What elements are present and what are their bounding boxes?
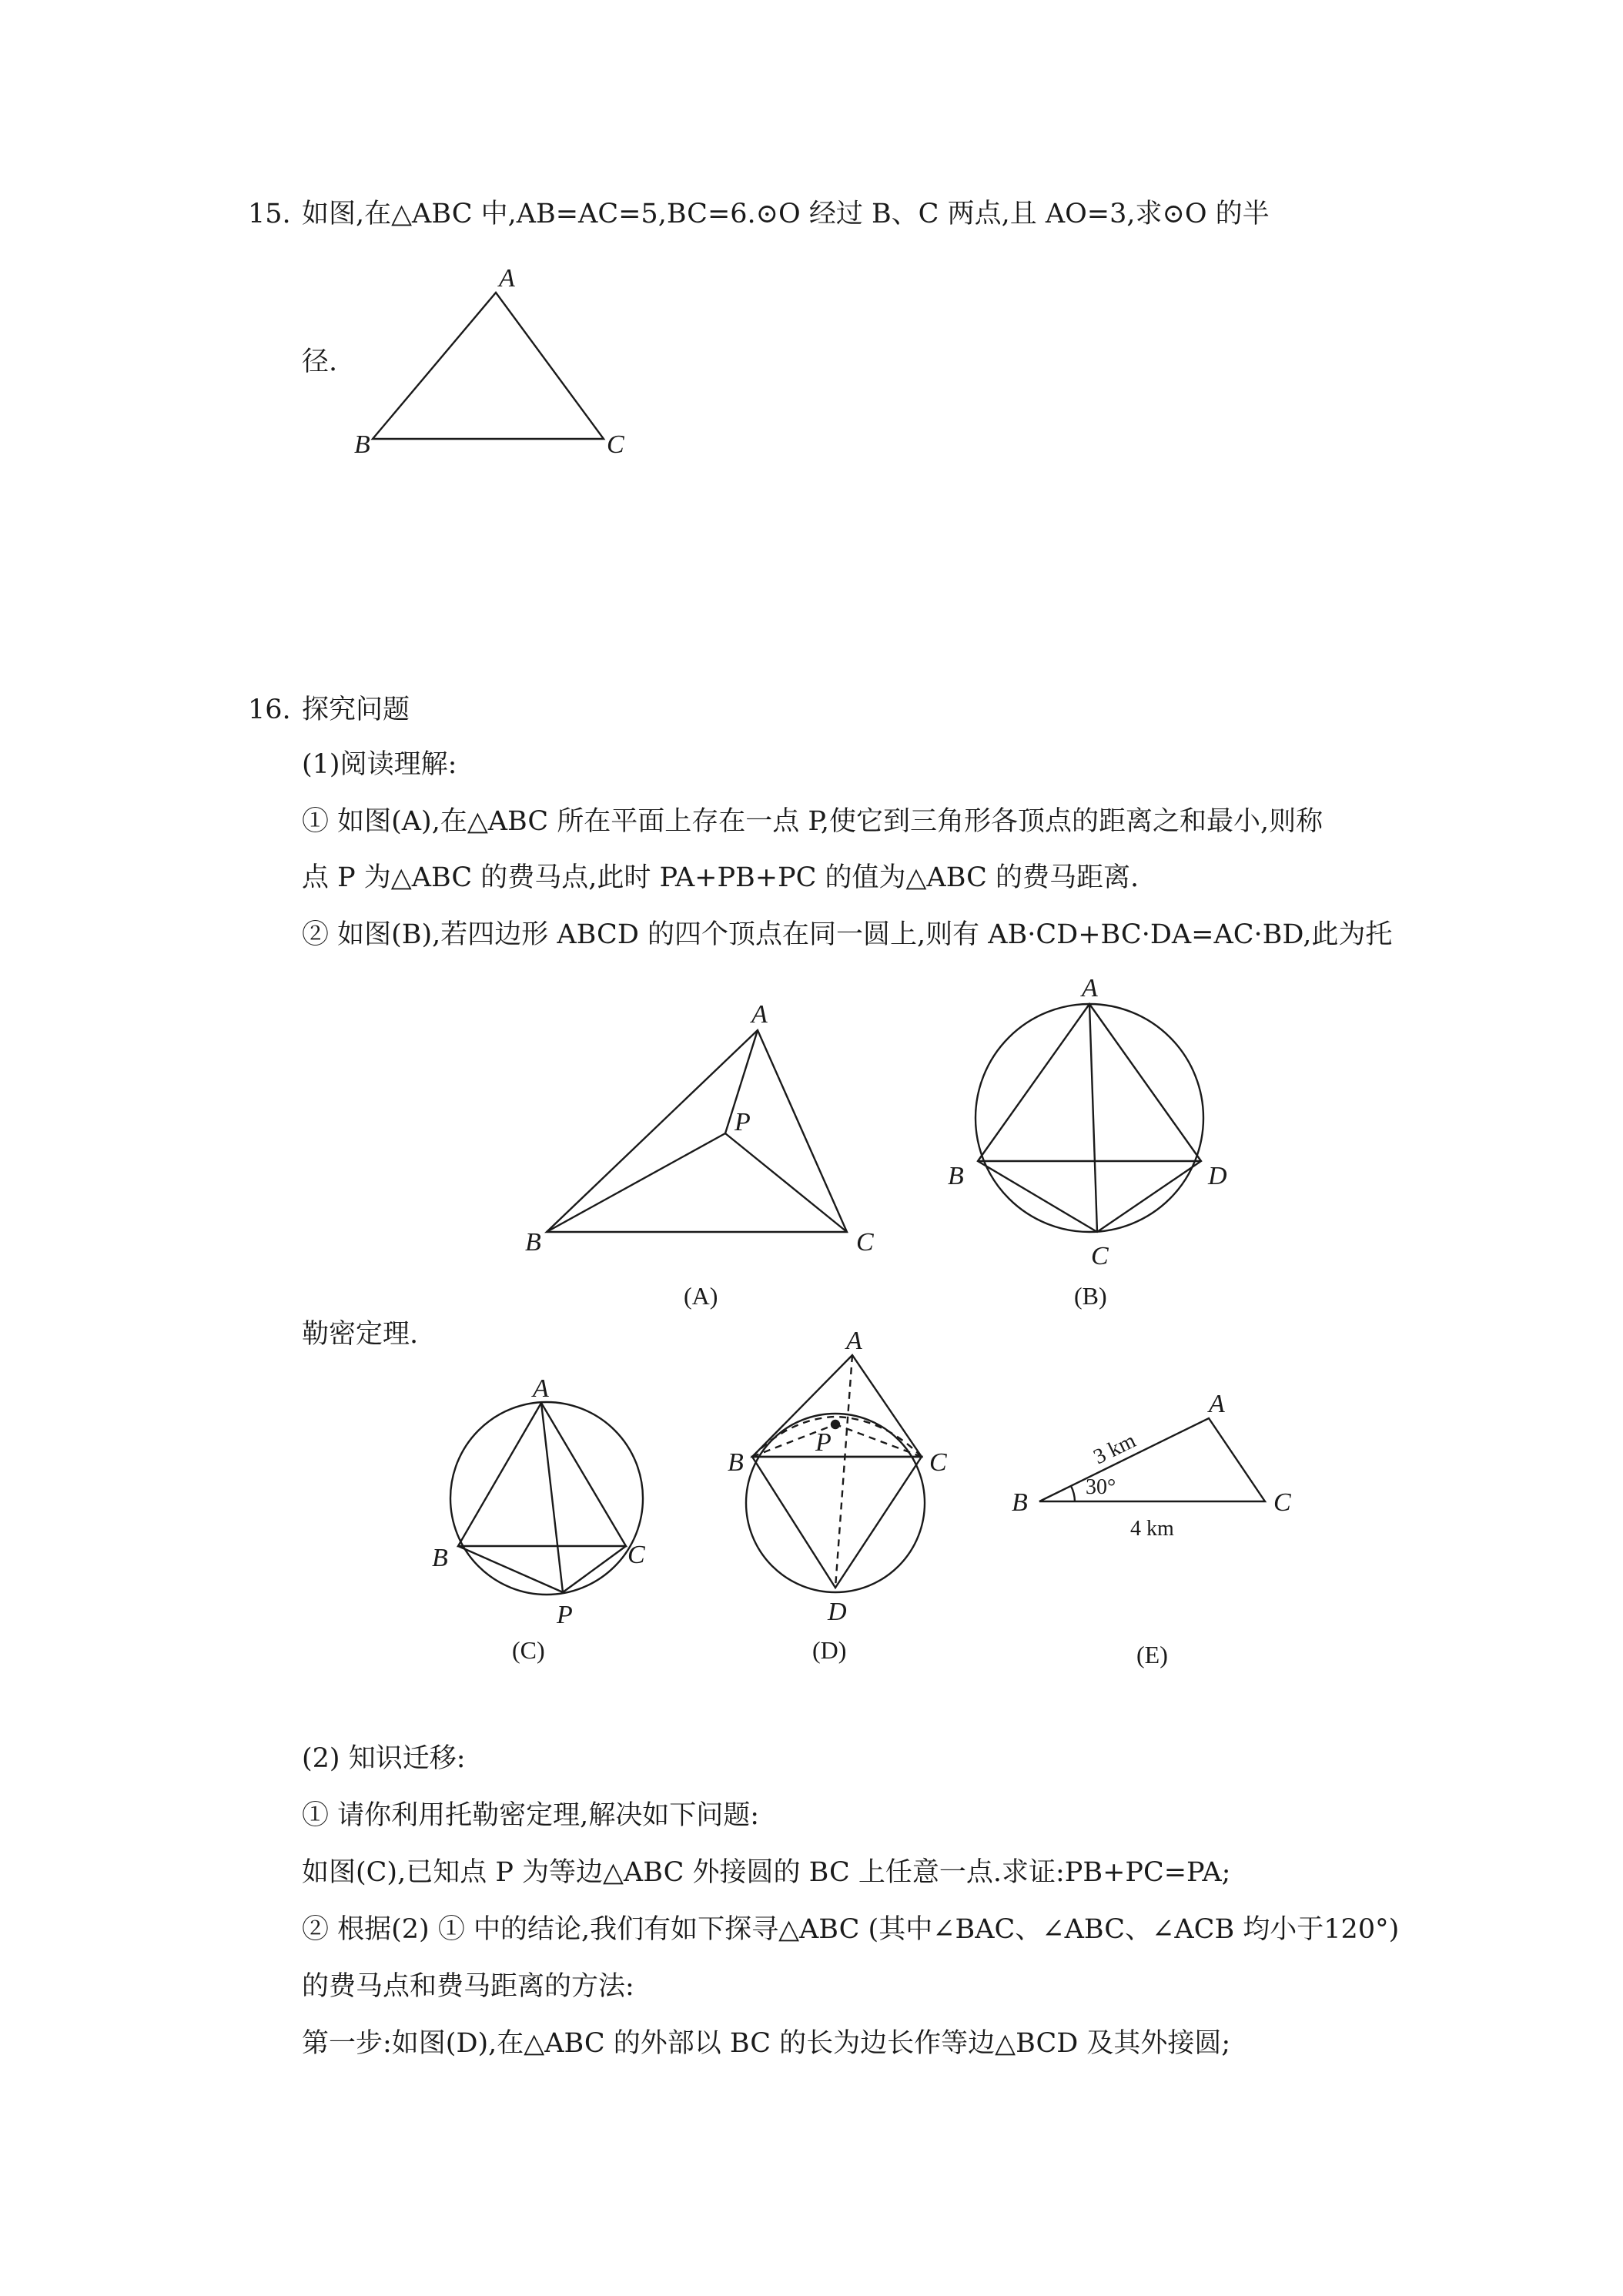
segment-pb <box>458 1546 563 1592</box>
item3-line2: 如图(C),已知点 P 为等边△ABC 外接圆的 BC 上任意一点.求证:PB+PC=PA; <box>302 1857 1231 1888</box>
caption-a: (A) <box>684 1282 718 1310</box>
label-c: C <box>929 1448 947 1477</box>
label-b: B <box>354 430 370 459</box>
label-b: B <box>728 1448 744 1477</box>
label-d: D <box>828 1598 847 1626</box>
label-d: D <box>1208 1162 1227 1190</box>
caption-c: (C) <box>512 1636 545 1664</box>
dashed-pc <box>835 1424 922 1457</box>
triangle-abc <box>373 293 604 439</box>
point-p <box>832 1421 839 1428</box>
problem-16-title: 探究问题 <box>302 694 410 725</box>
quadrilateral-abcd <box>978 1004 1201 1232</box>
circumcircle <box>746 1414 925 1592</box>
item2-line2: 勒密定理. <box>302 1319 419 1350</box>
label-b: B <box>1012 1488 1028 1517</box>
label-p: P <box>735 1108 751 1136</box>
triangle-abc <box>752 1355 922 1457</box>
item2-line1: ② 如图(B),若四边形 ABCD 的四个顶点在同一圆上,则有 AB·CD+BC·DA=AC·BD,此为托 <box>302 919 1393 950</box>
segment-pa <box>541 1403 563 1592</box>
part2-heading: (2) 知识迁移: <box>302 1743 466 1774</box>
label-c: C <box>1273 1488 1291 1517</box>
label-p: P <box>557 1601 573 1629</box>
problem-16-number: 16. <box>248 694 291 725</box>
label-p: P <box>815 1428 832 1457</box>
item1-line1: ① 如图(A),在△ABC 所在平面上存在一点 P,使它到三角形各顶点的距离之和最小,则称 <box>302 806 1323 837</box>
diagonal-ac <box>1089 1004 1097 1232</box>
figure-a <box>516 993 916 1324</box>
label-c: C <box>627 1541 645 1569</box>
angle-b-arc <box>1071 1486 1075 1501</box>
label-c: C <box>607 430 624 459</box>
segment-pc <box>725 1133 847 1232</box>
label-a: A <box>499 264 515 293</box>
caption-d: (D) <box>812 1636 847 1664</box>
circumcircle <box>450 1402 643 1595</box>
triangle-abc <box>547 1030 847 1232</box>
problem-15-text-line1: 如图,在△ABC 中,AB=AC=5,BC=6.⊙O 经过 B、C 两点,且 AO=3,求⊙O 的半 <box>302 199 1270 229</box>
segment-pb <box>547 1133 725 1232</box>
label-a: A <box>751 1000 768 1029</box>
label-a: A <box>846 1327 862 1355</box>
item1-line2: 点 P 为△ABC 的费马点,此时 PA+PB+PC 的值为△ABC 的费马距离. <box>302 862 1139 893</box>
label-b: B <box>525 1228 541 1257</box>
side-ab-label: 3 km <box>1089 1428 1140 1470</box>
problem-15-number: 15. <box>248 199 291 229</box>
figure-b <box>928 970 1251 1324</box>
figure-d <box>720 1324 997 1694</box>
segment-pc <box>563 1546 626 1592</box>
item4-line1: ② 根据(2) ① 中的结论,我们有如下探寻△ABC (其中∠BAC、∠ABC、∠ACB 均小于120°) <box>302 1914 1400 1945</box>
side-bc-label: 4 km <box>1130 1517 1174 1541</box>
figure-e <box>1001 1378 1309 1686</box>
problem-15-text-line2: 径. <box>302 346 338 377</box>
item4-line2: 的费马点和费马距离的方法: <box>302 1971 634 2002</box>
circumcircle <box>975 1004 1203 1232</box>
item3-line1: ① 请你利用托勒密定理,解决如下问题: <box>302 1800 760 1831</box>
label-a: A <box>1082 974 1098 1002</box>
label-c: C <box>1091 1242 1109 1270</box>
label-b: B <box>432 1544 448 1572</box>
figure-c <box>420 1347 681 1694</box>
triangle-abc <box>458 1403 626 1546</box>
label-b: B <box>948 1162 964 1190</box>
angle-b-label: 30° <box>1086 1475 1116 1499</box>
step1: 第一步:如图(D),在△ABC 的外部以 BC 的长为边长作等边△BCD 及其外接圆; <box>302 2028 1231 2059</box>
label-a: A <box>1209 1390 1225 1418</box>
caption-e: (E) <box>1136 1641 1168 1668</box>
dashed-ad <box>835 1355 852 1588</box>
problem-15-triangle-figure <box>339 262 662 470</box>
label-a: A <box>533 1374 549 1403</box>
part1-heading: (1)阅读理解: <box>302 749 457 780</box>
caption-b: (B) <box>1074 1282 1107 1310</box>
label-c: C <box>856 1228 874 1257</box>
